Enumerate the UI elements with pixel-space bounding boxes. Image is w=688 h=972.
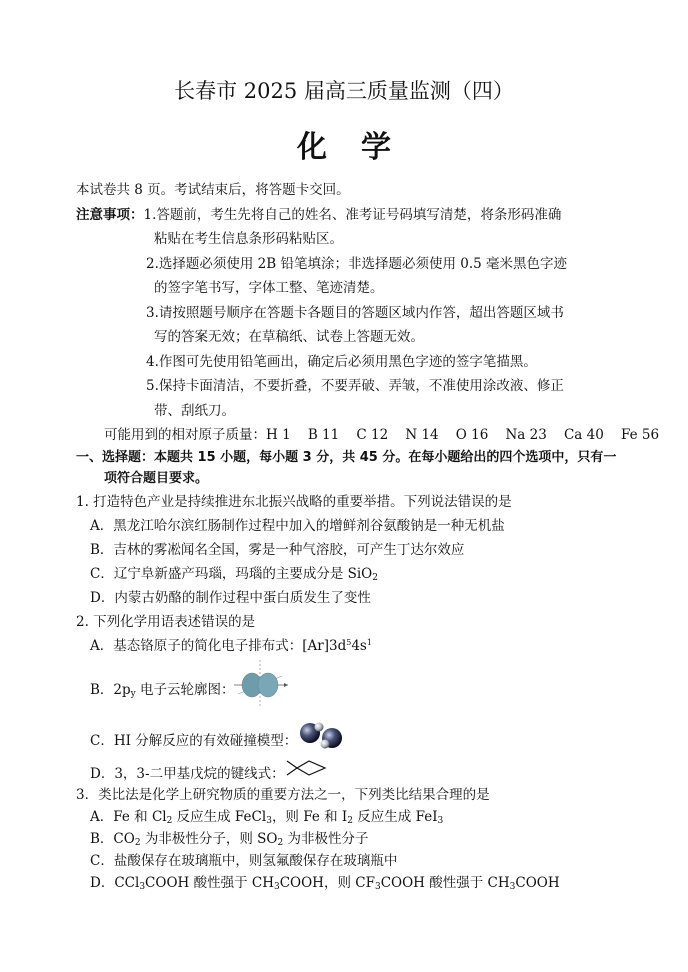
q1-stem: 1. 打造特色产业是持续推进东北振兴战略的重要举措。下列说法错误的是 [76, 494, 512, 510]
exam-title: 长春市 2025 届高三质量监测（四） [174, 79, 514, 103]
q3-stem: 3．类比法是化学上研究物质的重要方法之一，下列类比结果合理的是 [76, 787, 490, 803]
q3-option-d: D．CCl$_3$COOH 酸性强于 $CH_3COOH$，则 $CF_3COOH$ 酸性强于 $CH_3COOH$ [90, 875, 560, 892]
q2-option-d: D．3，3-二甲基戊烷的键线式： [90, 766, 285, 782]
notice-item-1-cont: 粘贴在考生信息条形码粘贴区。 [154, 231, 343, 247]
notice-item-5-cont: 带、刮纸刀。 [154, 403, 235, 419]
p-orbital-diagram [230, 658, 290, 710]
section-1-heading: 一、选择题：本题共 15 小题，每小题 3 分，共 45 分。在每小题给出的四个选项中，只有一 [76, 450, 617, 465]
subject-title: 化学 [297, 130, 425, 165]
notice-item-2: 2.选择题必须使用 2B 铅笔填涂；非选择题必须使用 0.5 毫米黑色字迹 [146, 256, 568, 272]
atomic-masses: 可能用到的相对原子质量：H 1 B 11 C 12 N 14 O 16 Na 23 Ca 40 Fe 56 [104, 427, 660, 443]
notice-block [76, 203, 561, 223]
q2-stem: 2. 下列化学用语表述错误的是 [76, 614, 256, 630]
notice-item-3-cont: 写的答案无效；在草稿纸、试卷上答题无效。 [154, 329, 424, 345]
q2-option-a: A．基态铬原子的简化电子排布式：$[Ar]3d^54s^1$ [90, 638, 372, 654]
notice-item-5: 5.保持卡面清洁，不要折叠，不要弄破、弄皱，不准使用涂改液、修正 [146, 378, 564, 394]
notice-label: 注意事项： [76, 207, 144, 223]
notice-item-4: 4.作图可先使用铅笔画出，确定后必须用黑色字迹的签字笔描黑。 [146, 354, 537, 370]
notice-item-3: 3.请按照题号顺序在答题卡各题目的答题区域内作答，超出答题区域书 [146, 305, 564, 321]
q3-option-b: B．$CO_2$ 为非极性分子，则 $SO_2$ 为非极性分子 [90, 831, 369, 848]
q3-option-c: C．盐酸保存在玻璃瓶中，则氢氟酸保存在玻璃瓶中 [90, 853, 398, 869]
section-1-heading-cont: 项符合题目要求。 [104, 471, 209, 486]
q1-option-c: C．辽宁阜新盛产玛瑙，玛瑙的主要成分是 SiO$_2$ [90, 566, 378, 583]
notice-item-2-cont: 的签字笔书写，字体工整、笔迹清楚。 [154, 280, 384, 296]
intro-line: 本试卷共 8 页。考试结束后，将答题卡交回。 [76, 182, 350, 198]
hi-collision-model [298, 720, 344, 752]
bond-line-structure [285, 758, 329, 778]
q1-option-a: A．黑龙江哈尔滨红肠制作过程中加入的增鲜剂谷氨酸钠是一种无机盐 [90, 518, 505, 534]
q3-option-a: A．Fe 和 $Cl_2$ 反应生成 FeCl$_3$，则 Fe 和 $I_2$ 反应生成 FeI$_3$ [90, 809, 444, 826]
q2-option-c: C．HI 分解反应的有效碰撞模型： [90, 733, 298, 749]
q2-option-b: B．$2p_y$ 电子云轮廓图： [90, 682, 235, 699]
q1-option-b: B．吉林的雾凇闻名全国，雾是一种气溶胶，可产生丁达尔效应 [90, 542, 465, 558]
notice-item-1: 1.答题前，考生先将自己的姓名、准考证号码填写清楚，将条形码准确 [143, 207, 562, 223]
q1-option-d: D．内蒙古奶酪的制作过程中蛋白质发生了变性 [90, 590, 371, 606]
